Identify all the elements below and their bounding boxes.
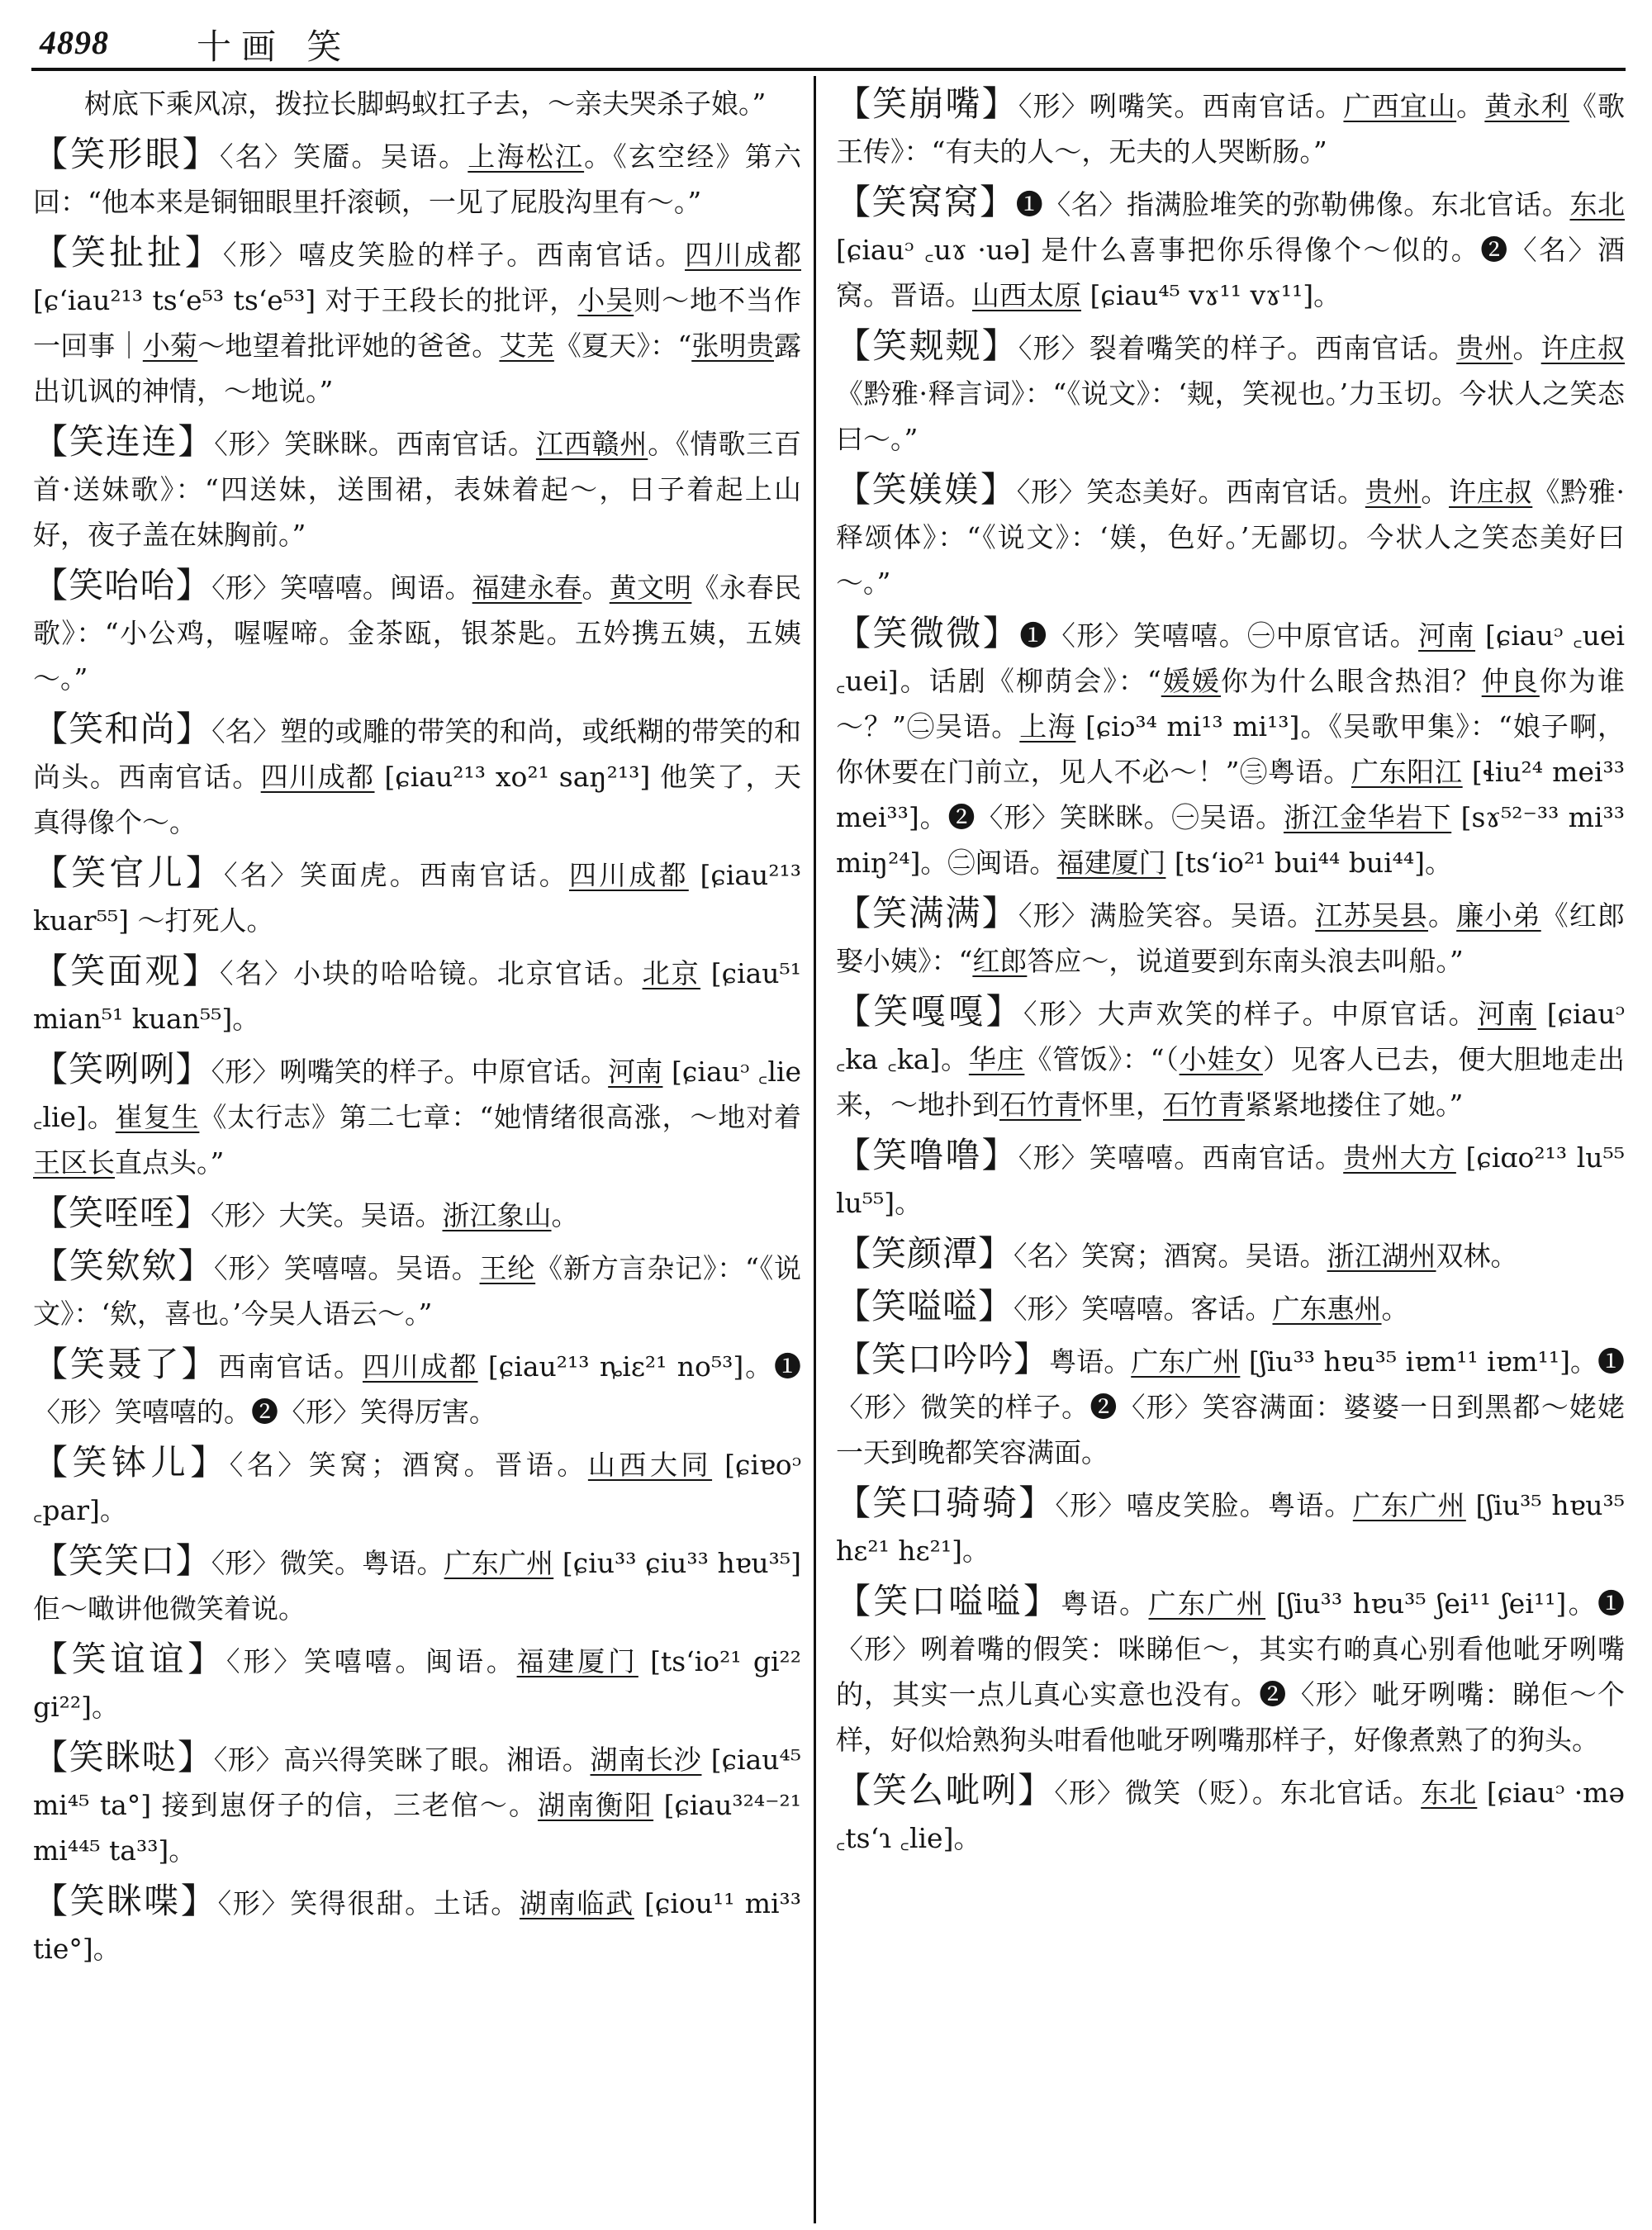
dictionary-entry: 【笑官儿】〈名〉笑面虎。西南官话。四川成都 [ɕiau²¹³ kuar⁵⁵] ～打死人。 (33, 852, 801, 937)
dictionary-entry: 【笑钵儿】〈名〉笑窝；酒窝。晋语。山西大同 [ɕiɐoᵓ ꜀par]。 (33, 1442, 801, 1526)
dictionary-entry: 【笑笑口】〈形〉微笑。粤语。广东广州 [ɕiu³³ ɕiu³³ hɐu³⁵] 佢～噉讲他微笑着说。 (33, 1540, 801, 1625)
dictionary-entry: 【笑咥咥】〈形〉大笑。吴语。浙江象山。 (33, 1193, 579, 1233)
dictionary-entry: 【笑嗌嗌】〈形〉笑嘻嘻。客话。广东惠州。 (836, 1286, 1409, 1326)
dictionary-entry: 【笑嘎嘎】〈形〉大声欢笑的样子。中原官话。河南 [ɕiauᵓ ꜀ka ꜀ka]。华庄《管饭》：“（小娃女）见客人已去，便大胆地走出来，～地扑到石竹青怀里，石竹青紧紧地搂住了她。” (836, 991, 1625, 1121)
page-number: 4898 (40, 24, 109, 61)
dictionary-entry: 【笑形眼】〈名〉笑靥。吴语。上海松江。《玄空经》第六回：“他本来是铜钿眼里扦滚顿，一见了屁股沟里有～。” (33, 134, 801, 218)
dictionary-entry: 【笑扯扯】〈形〉嘻皮笑脸的样子。西南官话。四川成都 [ɕ‘iau²¹³ ts‘e⁵³ ts‘e⁵³] 对于王段长的批评，小吴则～地不当作一回事｜小菊～地望着批评她的爸爸。艾芜《夏天》：“张明贵露出讥讽的神情，～地说。” (33, 232, 801, 407)
dictionary-entry: 【笑眯哒】〈形〉高兴得笑眯了眼。湘语。湖南长沙 [ɕiau⁴⁵ mi⁴⁵ ta°] 接到崽伢子的信，三老倌～。湖南衡阳 [ɕiau³²⁴⁻²¹ mi⁴⁴⁵ ta³³]。 (33, 1737, 801, 1867)
dictionary-entry: 【笑颜潭】〈名〉笑窝；酒窝。吴语。浙江湖州双林。 (836, 1233, 1518, 1274)
dictionary-entry: 【笑聂了】西南官话。四川成都 [ɕiau²¹³ ȵiɛ²¹ no⁵³]。❶〈形〉笑嘻嘻的。❷〈形〉笑得厉害。 (33, 1344, 801, 1428)
dictionary-entry: 【笑和尚】〈名〉塑的或雕的带笑的和尚，或纸糊的带笑的和尚头。西南官话。四川成都 [ɕiau²¹³ xo²¹ saŋ²¹³] 他笑了，天真得像个～。 (33, 709, 801, 838)
dictionary-entry: 【笑面观】〈名〉小块的哈哈镜。北京官话。北京 [ɕiau⁵¹ mian⁵¹ kuan⁵⁵]。 (33, 951, 801, 1035)
dictionary-entry: 【笑连连】〈形〉笑眯眯。西南官话。江西赣州。《情歌三百首·送妹歌》：“四送妹，送围裙，表妹着起～，日子着起上山好，夜子盖在妹胸前。” (33, 421, 801, 551)
dictionary-entry: 【笑口骑骑】〈形〉嘻皮笑脸。粤语。广东广州 [ʃiu³⁵ hɐu³⁵ hɛ²¹ hɛ²¹]。 (836, 1483, 1625, 1567)
dictionary-entry: 树底下乘风凉，拨拉长脚蚂蚁扛子去，～亲夫哭杀子娘。” (84, 88, 767, 120)
page-header (31, 18, 1626, 69)
dictionary-entry: 【笑满满】〈形〉满脸笑容。吴语。江苏吴县。廉小弟《红郎娶小姨》：“红郎答应～，说道要到东南头浪去叫船。” (836, 893, 1625, 977)
dictionary-entry: 【笑眯喋】〈形〉笑得很甜。土话。湖南临武 [ɕiou¹¹ mi³³ tie°]。 (33, 1881, 801, 1965)
dictionary-entry: 【笑媄媄】〈形〉笑态美好。西南官话。贵州。许庄叔《黔雅·释颂体》：“《说文》：‘媄，色好。’无鄙切。今状人之笑态美好曰～。” (836, 469, 1625, 599)
left-column (33, 81, 801, 2227)
column-divider (814, 76, 816, 2223)
dictionary-entry: 【笑崩嘴】〈形〉咧嘴笑。西南官话。广西宜山。黄永利《歌王传》：“有夫的人～，无夫的人哭断肠。” (836, 83, 1625, 168)
dictionary-entry: 【笑么呲咧】〈形〉微笑（贬）。东北官话。东北 [ɕiauᵓ ·mə ꜀ts‘ɿ ꜀lie]。 (836, 1770, 1625, 1854)
dictionary-entry: 【笑咧咧】〈形〉咧嘴笑的样子。中原官话。河南 [ɕiauᵓ ꜀lie ꜀lie]。崔复生《太行志》第二七章：“她情绪很高涨，～地对着王区长直点头。” (33, 1049, 801, 1179)
dictionary-entry: 【笑口吟吟】粤语。广东广州 [ʃiu³³ hɐu³⁵ iɐm¹¹ iɐm¹¹]。❶〈形〉微笑的样子。❷〈形〉笑容满面：婆婆一日到黑都～姥姥一天到晚都笑容满面。 (836, 1339, 1625, 1468)
dictionary-entry: 【笑谊谊】〈形〉笑嘻嘻。闽语。福建厦门 [ts‘io²¹ gi²² gi²²]。 (33, 1639, 801, 1723)
section-title: 十画 笑 (197, 26, 352, 67)
header-rule (31, 68, 1626, 71)
dictionary-entry: 【笑咍咍】〈形〉笑嘻嘻。闽语。福建永春。黄文明《永春民歌》：“小公鸡，喔喔啼。金茶瓯，银茶匙。五妗携五姨，五姨～。” (33, 565, 801, 695)
dictionary-entry: 【笑欸欸】〈形〉笑嘻嘻。吴语。王纶《新方言杂记》：“《说文》：‘欸，喜也。’今吴人语云～。” (33, 1245, 801, 1330)
dictionary-entry: 【笑微微】❶〈形〉笑嘻嘻。㊀中原官话。河南 [ɕiauᵓ ꜀uei ꜀uei]。话剧《柳荫会》：“媛媛你为什么眼含热泪？仲良你为谁～？”㊁吴语。上海 [ɕiɔ³⁴ mi¹³ mi¹³]。《吴歌甲集》：“娘子啊，你休要在门前立，见人不必～！”㊂粤语。广东阳江 [ɬiu²⁴ mei³³ mei³³]。❷〈形〉笑眯眯。㊀吴语。浙江金华岩下 [sɤ⁵²⁻³³ mi³³ miŋ²⁴]。㊁闽语。福建厦门 [ts‘io²¹ bui⁴⁴ bui⁴⁴]。 (836, 613, 1625, 879)
dictionary-entry: 【笑觌觌】〈形〉裂着嘴笑的样子。西南官话。贵州。许庄叔《黔雅·释言词》：“《说文》：‘觌，笑视也。’力玉切。今状人之笑态曰～。” (836, 325, 1625, 455)
dictionary-entry: 【笑噜噜】〈形〉笑嘻嘻。西南官话。贵州大方 [ɕiɑo²¹³ lu⁵⁵ lu⁵⁵]。 (836, 1135, 1625, 1219)
dictionary-entry: 【笑口嗌嗌】粤语。广东广州 [ʃiu³³ hɐu³⁵ ʃei¹¹ ʃei¹¹]。❶〈形〉咧着嘴的假笑：咪睇佢～，其实冇啲真心别看他呲牙咧嘴的，其实一点儿真心实意也没有。❷〈形〉呲牙咧嘴：睇佢～个样，好似烚熟狗头咁看他呲牙咧嘴那样子，好像煮熟了的狗头。 (836, 1581, 1625, 1756)
dictionary-entry: 【笑窝窝】❶〈名〉指满脸堆笑的弥勒佛像。东北官话。东北 [ɕiauᵓ ꜀uɤ ·uə] 是什么喜事把你乐得像个～似的。❷〈名〉酒窝。晋语。山西太原 [ɕiau⁴⁵ vɤ¹¹ vɤ¹¹]。 (836, 182, 1625, 311)
right-column (836, 81, 1625, 2227)
